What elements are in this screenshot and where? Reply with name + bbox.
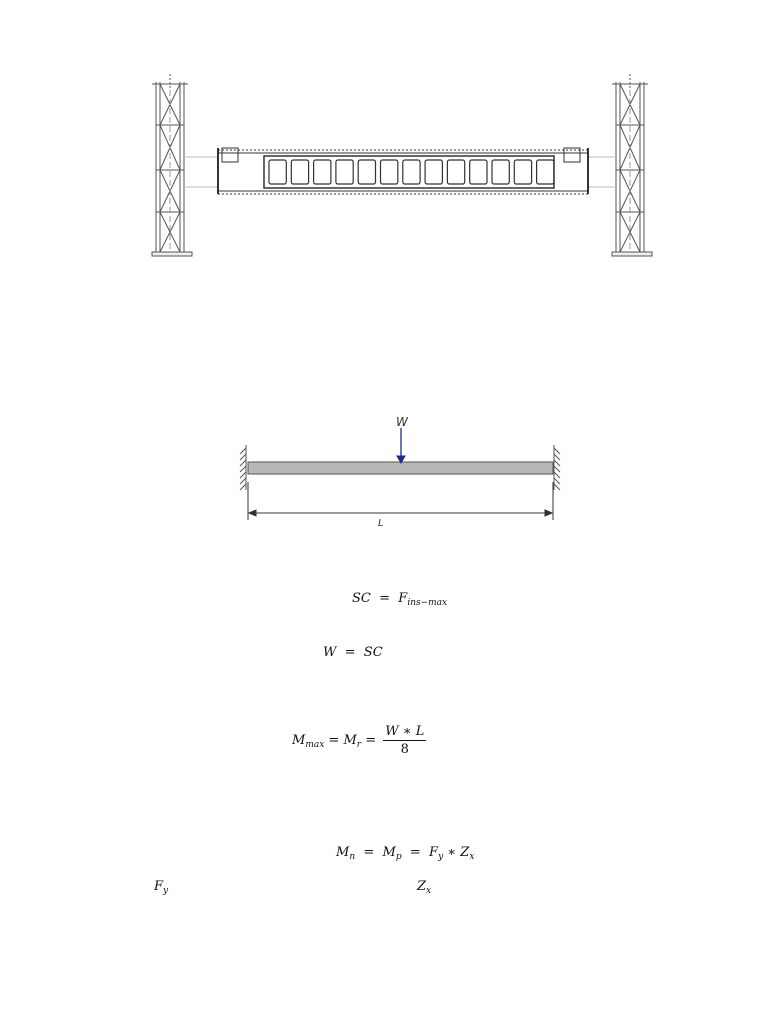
catwalk-panel [492, 160, 509, 184]
span-label: L [378, 518, 384, 529]
left-tower [152, 74, 192, 256]
fraction: $\frac{W ∗ L}{8}$ [385, 724, 425, 757]
left-fixed-support [240, 445, 246, 490]
catwalk-panel [358, 160, 375, 184]
equation-moment-max: $M_{max} = M_r$ = $\frac{W ∗ L}{8}$ [292, 724, 425, 757]
catwalk-panel [291, 160, 308, 184]
span-dimension [248, 482, 553, 520]
right-tower [612, 74, 652, 256]
symbol-zx: $Z_x$ [417, 879, 432, 896]
catwalk-panel [314, 160, 331, 184]
catwalk-panel [470, 160, 487, 184]
symbol-fy: $F_y$ [154, 879, 169, 896]
catwalk-panel [425, 160, 442, 184]
load-arrow [397, 428, 405, 463]
bridge-span [218, 148, 588, 194]
beam-diagram [236, 410, 566, 535]
catwalk-panel [269, 160, 286, 184]
catwalk-panel [537, 160, 554, 184]
right-fixed-support [554, 445, 560, 490]
beam [248, 462, 553, 474]
catwalk-panel [403, 160, 420, 184]
equation-moment-nominal: $M_n = M_p = F_y$ ∗ $Z_x$ [336, 845, 475, 862]
load-label: W [396, 415, 408, 429]
catwalk-panel [336, 160, 353, 184]
equation-sc: SC = $F_{ins-max}$ [352, 591, 448, 608]
catwalk-panel [447, 160, 464, 184]
structure-drawing [148, 70, 658, 262]
catwalk-panel [514, 160, 531, 184]
equation-w: W = SC [323, 645, 383, 660]
catwalk-panel [381, 160, 398, 184]
